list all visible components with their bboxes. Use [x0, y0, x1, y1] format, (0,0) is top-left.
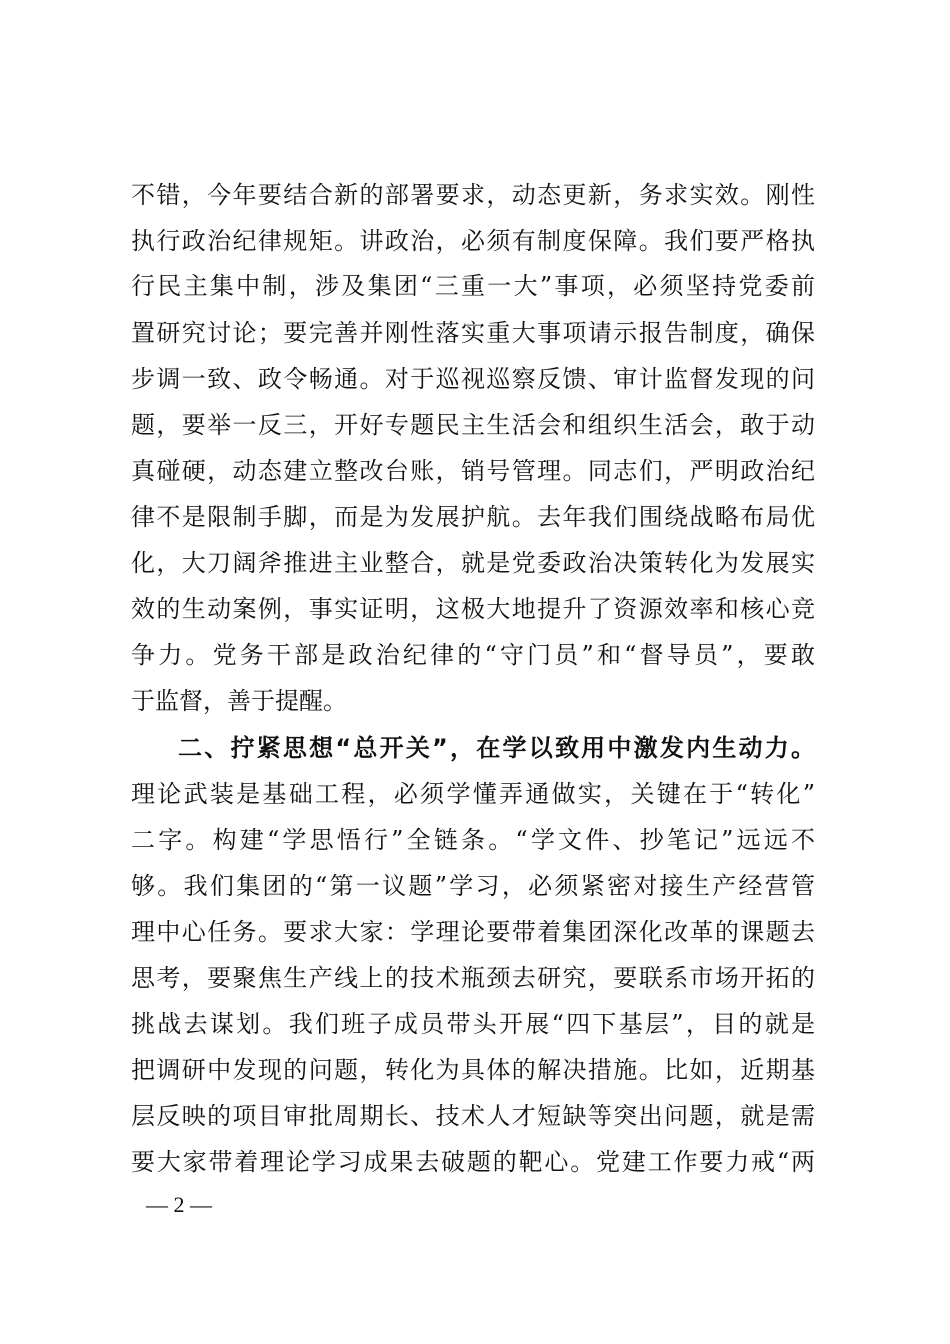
body-text-line: 效的生动案例，事实证明，这极大地提升了资源效率和核心竞 [131, 595, 815, 623]
body-text-line: 二字。构建“学思悟行”全链条。“学文件、抄笔记”远远不 [131, 826, 815, 854]
body-text-line: 行民主集中制，涉及集团“三重一大”事项，必须坚持党委前 [131, 272, 815, 300]
body-text-line: 执行政治纪律规矩。讲政治，必须有制度保障。我们要严格执 [131, 227, 815, 255]
body-text-line: 争力。党务干部是政治纪律的“守门员”和“督导员”，要敢 [131, 641, 815, 669]
body-text-line: 把调研中发现的问题，转化为具体的解决措施。比如，近期基 [131, 1056, 815, 1084]
body-text-line: 思考，要聚焦生产线上的技术瓶颈去研究，要联系市场开拓的 [131, 964, 815, 992]
body-text-line: 要大家带着理论学习成果去破题的靶心。党建工作要力戒“两 [131, 1148, 815, 1176]
body-text-line: 层反映的项目审批周期长、技术人才短缺等突出问题，就是需 [131, 1102, 815, 1130]
body-text-line: 真碰硬，动态建立整改台账，销号管理。同志们，严明政治纪 [131, 457, 815, 485]
body-text-line: 于监督，善于提醒。 [131, 687, 347, 715]
body-text-line: 律不是限制手脚，而是为发展护航。去年我们围绕战略布局优 [131, 503, 815, 531]
body-text-line: 理论武装是基础工程，必须学懂弄通做实，关键在于“转化” [131, 780, 815, 808]
body-text-line: 置研究讨论；要完善并刚性落实重大事项请示报告制度，确保 [131, 319, 815, 347]
body-text-line: 挑战去谋划。我们班子成员带头开展“四下基层”，目的就是 [131, 1010, 815, 1038]
body-text-line: 理中心任务。要求大家：学理论要带着集团深化改革的课题去 [131, 918, 815, 946]
body-text-line: 够。我们集团的“第一议题”学习，必须紧密对接生产经营管 [131, 872, 815, 900]
body-text-line: 步调一致、政令畅通。对于巡视巡察反馈、审计监督发现的问 [131, 365, 815, 393]
body-text-line: 不错，今年要结合新的部署要求，动态更新，务求实效。刚性 [131, 181, 815, 209]
body-text-line: 化，大刀阔斧推进主业整合，就是党委政治决策转化为发展实 [131, 549, 815, 577]
page-number: — 2 — [146, 1192, 212, 1217]
body-text-line: 题，要举一反三，开好专题民主生活会和组织生活会，敢于动 [131, 411, 815, 439]
section-heading: 二、拧紧思想“总开关”，在学以致用中激发内生动力。 [178, 734, 815, 762]
